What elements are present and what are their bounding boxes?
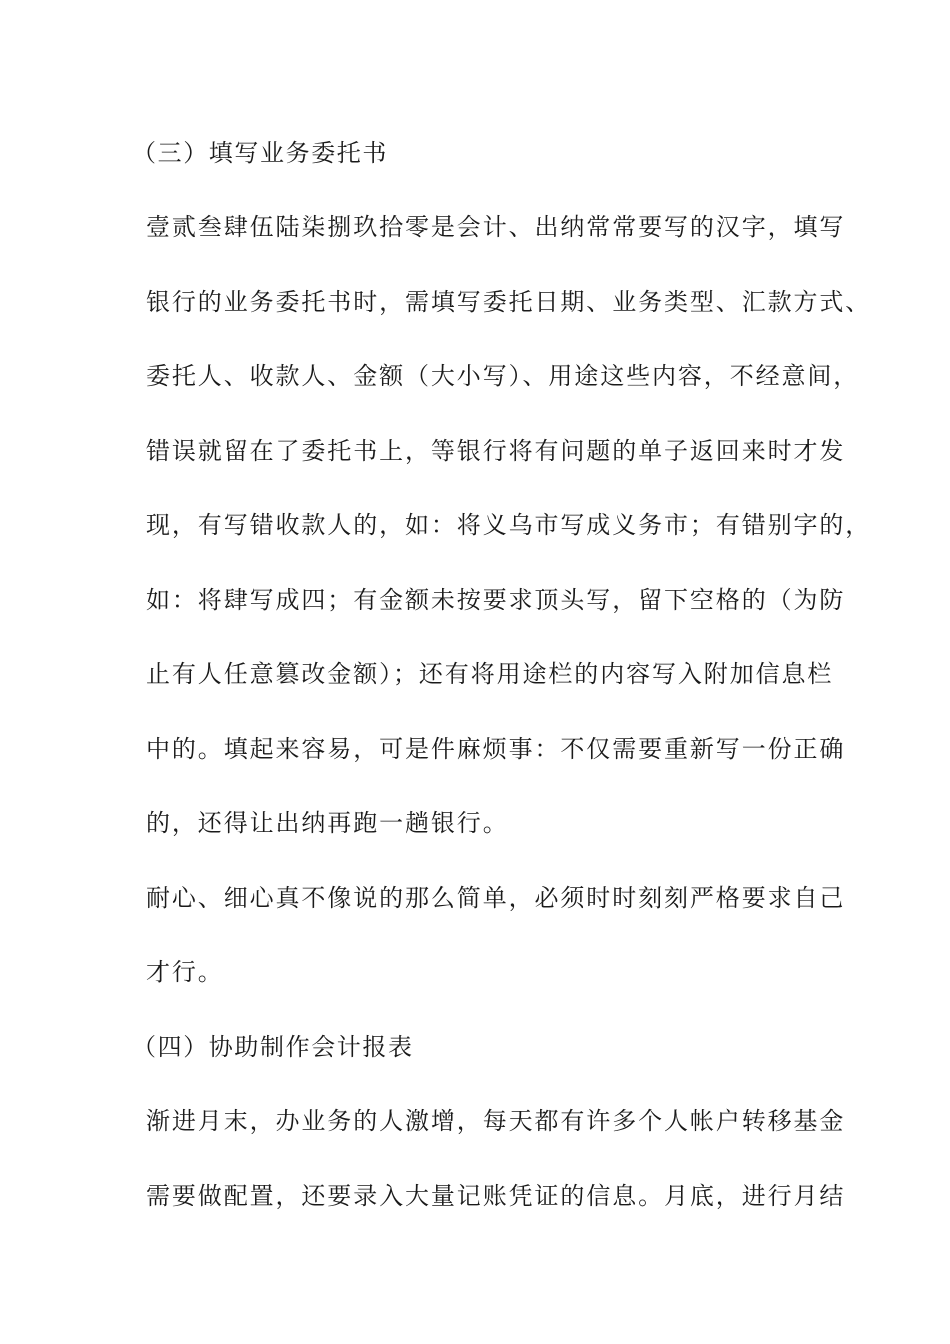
- paragraph-line: 如：将肆写成四；有金额未按要求顶头写，留下空格的（为防: [146, 586, 846, 614]
- paragraph-line: 现，有写错收款人的，如：将义乌市写成义务市；有错别字的，: [146, 511, 872, 539]
- paragraph-line: 的，还得让出纳再跑一趟银行。: [146, 809, 509, 837]
- paragraph-line: 需要做配置，还要录入大量记账凭证的信息。月底，进行月结: [146, 1182, 846, 1210]
- paragraph-line: 耐心、细心真不像说的那么简单，必须时时刻刻严格要求自己: [146, 884, 846, 912]
- paragraph-line: 止有人任意篡改金额）；还有将用途栏的内容写入附加信息栏: [146, 660, 834, 688]
- paragraph-line: 才行。: [146, 958, 224, 986]
- paragraph-line: 错误就留在了委托书上，等银行将有问题的单子返回来时才发: [146, 437, 846, 465]
- section-heading-4: （四）协助制作会计报表: [132, 1033, 414, 1061]
- paragraph-line: 银行的业务委托书时，需填写委托日期、业务类型、汇款方式、: [146, 288, 872, 316]
- paragraph-line: 壹贰叁肆伍陆柒捌玖拾零是会计、出纳常常要写的汉字，填写: [146, 213, 846, 241]
- paragraph-line: 渐进月末，办业务的人激增，每天都有许多个人帐户转移基金: [146, 1107, 846, 1135]
- section-heading-3: （三）填写业务委托书: [132, 139, 388, 167]
- paragraph-line: 委托人、收款人、金额（大小写）、用途这些内容，不经意间，: [146, 362, 860, 390]
- paragraph-line: 中的。填起来容易，可是件麻烦事：不仅需要重新写一份正确: [146, 735, 846, 763]
